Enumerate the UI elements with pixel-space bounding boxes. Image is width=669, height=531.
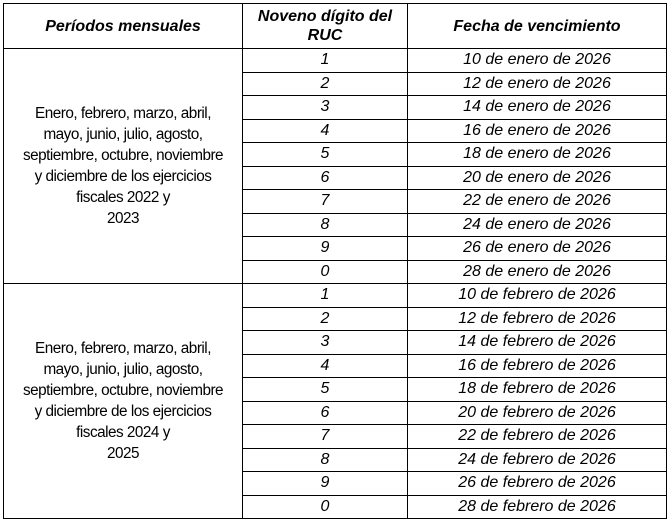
ruc-digit: 7 (243, 425, 408, 449)
ruc-digit: 6 (243, 401, 408, 425)
due-date: 16 de febrero de 2026 (408, 354, 667, 378)
ruc-digit: 7 (243, 190, 408, 214)
period-line: Enero, febrero, marzo, abril, (35, 105, 211, 122)
due-date: 22 de febrero de 2026 (408, 425, 667, 449)
ruc-digit: 0 (243, 260, 408, 284)
ruc-digit: 3 (243, 96, 408, 120)
period-line: 2025 (106, 445, 140, 462)
due-date: 16 de enero de 2026 (408, 119, 667, 143)
table-row (4, 49, 667, 73)
header-period: Períodos mensuales (4, 4, 243, 49)
header-due-date: Fecha de vencimiento (408, 4, 667, 49)
ruc-digit: 4 (243, 119, 408, 143)
period-line: fiscales 2022 y (76, 189, 170, 206)
due-date: 20 de enero de 2026 (408, 166, 667, 190)
due-date: 24 de enero de 2026 (408, 213, 667, 237)
period-cell-group-1 (4, 49, 243, 284)
period-line: Enero, febrero, marzo, abril, (35, 340, 211, 357)
period-line: septiembre, octubre, noviembre (22, 147, 224, 164)
due-date: 26 de enero de 2026 (408, 237, 667, 261)
due-date: 22 de enero de 2026 (408, 190, 667, 214)
table-header-row (4, 4, 667, 49)
ruc-digit: 9 (243, 472, 408, 496)
due-date: 12 de febrero de 2026 (408, 307, 667, 331)
due-date: 18 de febrero de 2026 (408, 378, 667, 402)
ruc-digit: 2 (243, 72, 408, 96)
ruc-digit: 1 (243, 49, 408, 73)
ruc-digit: 4 (243, 354, 408, 378)
due-date: 10 de febrero de 2026 (408, 284, 667, 308)
period-cell-group-2 (4, 284, 243, 519)
period-line: mayo, junio, julio, agosto, (43, 361, 203, 378)
ruc-digit: 3 (243, 331, 408, 355)
due-date: 20 de febrero de 2026 (408, 401, 667, 425)
due-date: 14 de enero de 2026 (408, 96, 667, 120)
ruc-digit: 8 (243, 213, 408, 237)
header-ruc-digit-line2: RUC (307, 27, 343, 44)
period-line: 2023 (106, 210, 140, 227)
ruc-digit: 6 (243, 166, 408, 190)
header-ruc-digit (243, 4, 408, 49)
period-line: y diciembre de los ejercicios (34, 403, 212, 420)
due-date: 10 de enero de 2026 (408, 49, 667, 73)
period-line: septiembre, octubre, noviembre (22, 382, 224, 399)
ruc-digit: 0 (243, 495, 408, 519)
ruc-digit: 5 (243, 143, 408, 167)
period-line: y diciembre de los ejercicios (34, 168, 212, 185)
ruc-digit: 8 (243, 448, 408, 472)
header-ruc-digit-line1: Noveno dígito del (257, 8, 393, 25)
due-date: 28 de enero de 2026 (408, 260, 667, 284)
due-date: 14 de febrero de 2026 (408, 331, 667, 355)
due-date: 12 de enero de 2026 (408, 72, 667, 96)
due-date-table (3, 3, 667, 519)
table-row (4, 284, 667, 308)
ruc-digit: 2 (243, 307, 408, 331)
due-date: 18 de enero de 2026 (408, 143, 667, 167)
due-date: 24 de febrero de 2026 (408, 448, 667, 472)
ruc-digit: 5 (243, 378, 408, 402)
ruc-digit: 1 (243, 284, 408, 308)
due-date: 28 de febrero de 2026 (408, 495, 667, 519)
due-date: 26 de febrero de 2026 (408, 472, 667, 496)
period-line: mayo, junio, julio, agosto, (43, 126, 203, 143)
ruc-digit: 9 (243, 237, 408, 261)
period-line: fiscales 2024 y (76, 424, 170, 441)
